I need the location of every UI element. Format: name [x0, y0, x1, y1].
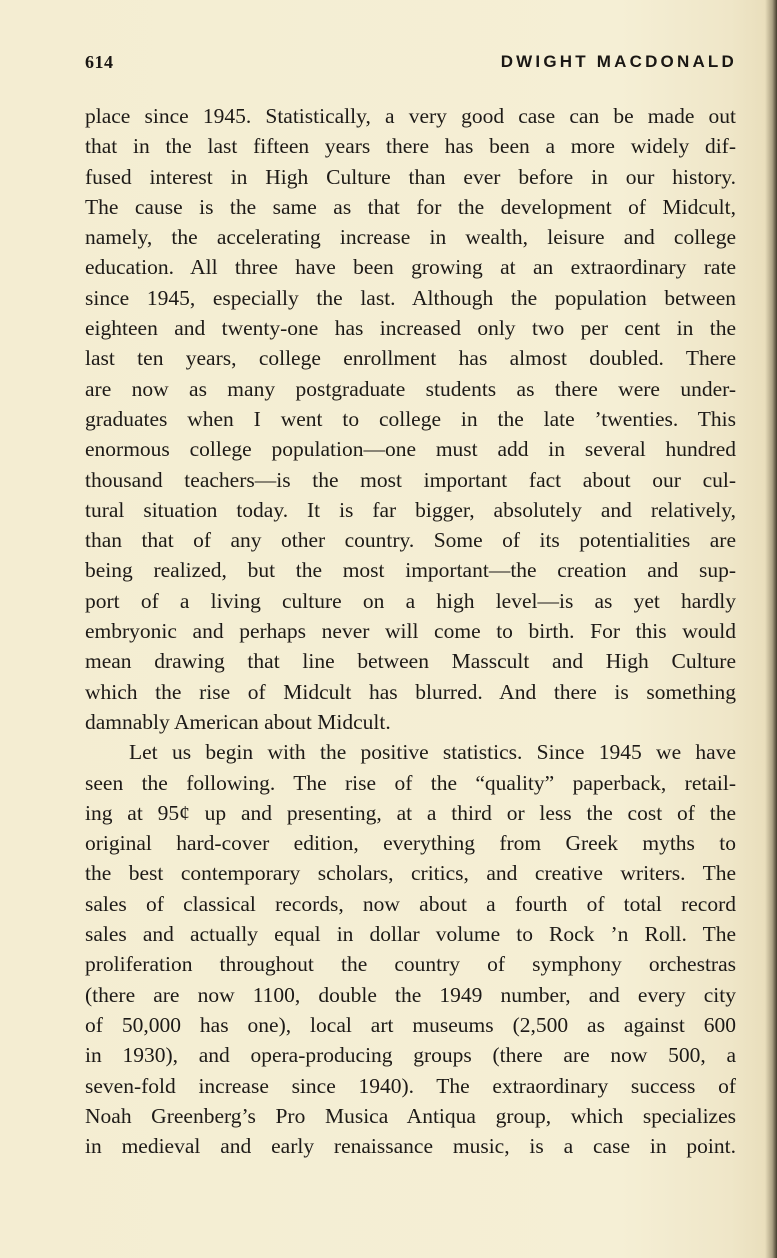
paragraph	[85, 737, 736, 1161]
text-line: in 1930), and opera-producing groups (there are now 500, a	[85, 1043, 736, 1068]
text-line: port of a living culture on a high level—is as yet hardly	[85, 588, 736, 613]
text-line: embryonic and perhaps never will come to birth. For this would	[85, 619, 736, 644]
running-head: DWIGHT MACDONALD	[500, 52, 737, 71]
text-line: proliferation throughout the country of symphony orchestras	[85, 952, 736, 977]
page-header	[85, 52, 737, 76]
text-line: damnably American about Midcult.	[85, 709, 391, 734]
text-line: the best contemporary scholars, critics, and creative writers. The	[85, 861, 736, 886]
body-text	[85, 101, 736, 1161]
text-line: eighteen and twenty-one has increased only two per cent in the	[85, 316, 736, 341]
text-line: that in the last fifteen years there has been a more widely dif-	[85, 134, 736, 159]
text-line: than that of any other country. Some of its potentialities are	[85, 528, 736, 553]
text-line: since 1945, especially the last. Although the population between	[85, 285, 736, 310]
text-line: fused interest in High Culture than ever before in our history.	[85, 164, 736, 189]
text-line: thousand teachers—is the most important fact about our cul-	[85, 467, 736, 492]
text-line: in medieval and early renaissance music, is a case in point.	[85, 1134, 736, 1159]
text-line: of 50,000 has one), local art museums (2,500 as against 600	[85, 1012, 736, 1037]
paragraph	[85, 101, 736, 737]
text-line: sales of classical records, now about a fourth of total record	[85, 891, 736, 916]
text-line: tural situation today. It is far bigger, absolutely and relatively,	[85, 497, 736, 522]
text-line: Noah Greenberg’s Pro Musica Antiqua group, which specializes	[85, 1103, 736, 1128]
text-line: being realized, but the most important—the creation and sup-	[85, 558, 736, 583]
text-line: Let us begin with the positive statistics. Since 1945 we have	[129, 740, 736, 765]
text-line: which the rise of Midcult has blurred. And there is something	[85, 679, 736, 704]
text-line: are now as many postgraduate students as there were under-	[85, 376, 736, 401]
text-line: The cause is the same as that for the development of Midcult,	[85, 194, 736, 219]
page-number: 614	[85, 52, 114, 72]
text-line: (there are now 1100, double the 1949 number, and every city	[85, 982, 736, 1007]
text-line: graduates when I went to college in the late ’twenties. This	[85, 406, 736, 431]
page-edge-shadow	[765, 0, 777, 1258]
text-line: seen the following. The rise of the “quality” paperback, retail-	[85, 770, 736, 795]
text-line: last ten years, college enrollment has almost doubled. There	[85, 346, 736, 371]
text-line: enormous college population—one must add in several hundred	[85, 437, 736, 462]
text-line: mean drawing that line between Masscult and High Culture	[85, 649, 736, 674]
text-line: namely, the accelerating increase in wealth, leisure and college	[85, 225, 736, 250]
text-line: education. All three have been growing at an extraordinary rate	[85, 255, 736, 280]
text-line: original hard-cover edition, everything from Greek myths to	[85, 831, 736, 856]
text-line: seven-fold increase since 1940). The extraordinary success of	[85, 1073, 736, 1098]
text-line: sales and actually equal in dollar volume to Rock ’n Roll. The	[85, 922, 736, 947]
text-line: place since 1945. Statistically, a very good case can be made out	[85, 104, 736, 128]
text-line: ing at 95¢ up and presenting, at a third or less the cost of the	[85, 800, 736, 825]
